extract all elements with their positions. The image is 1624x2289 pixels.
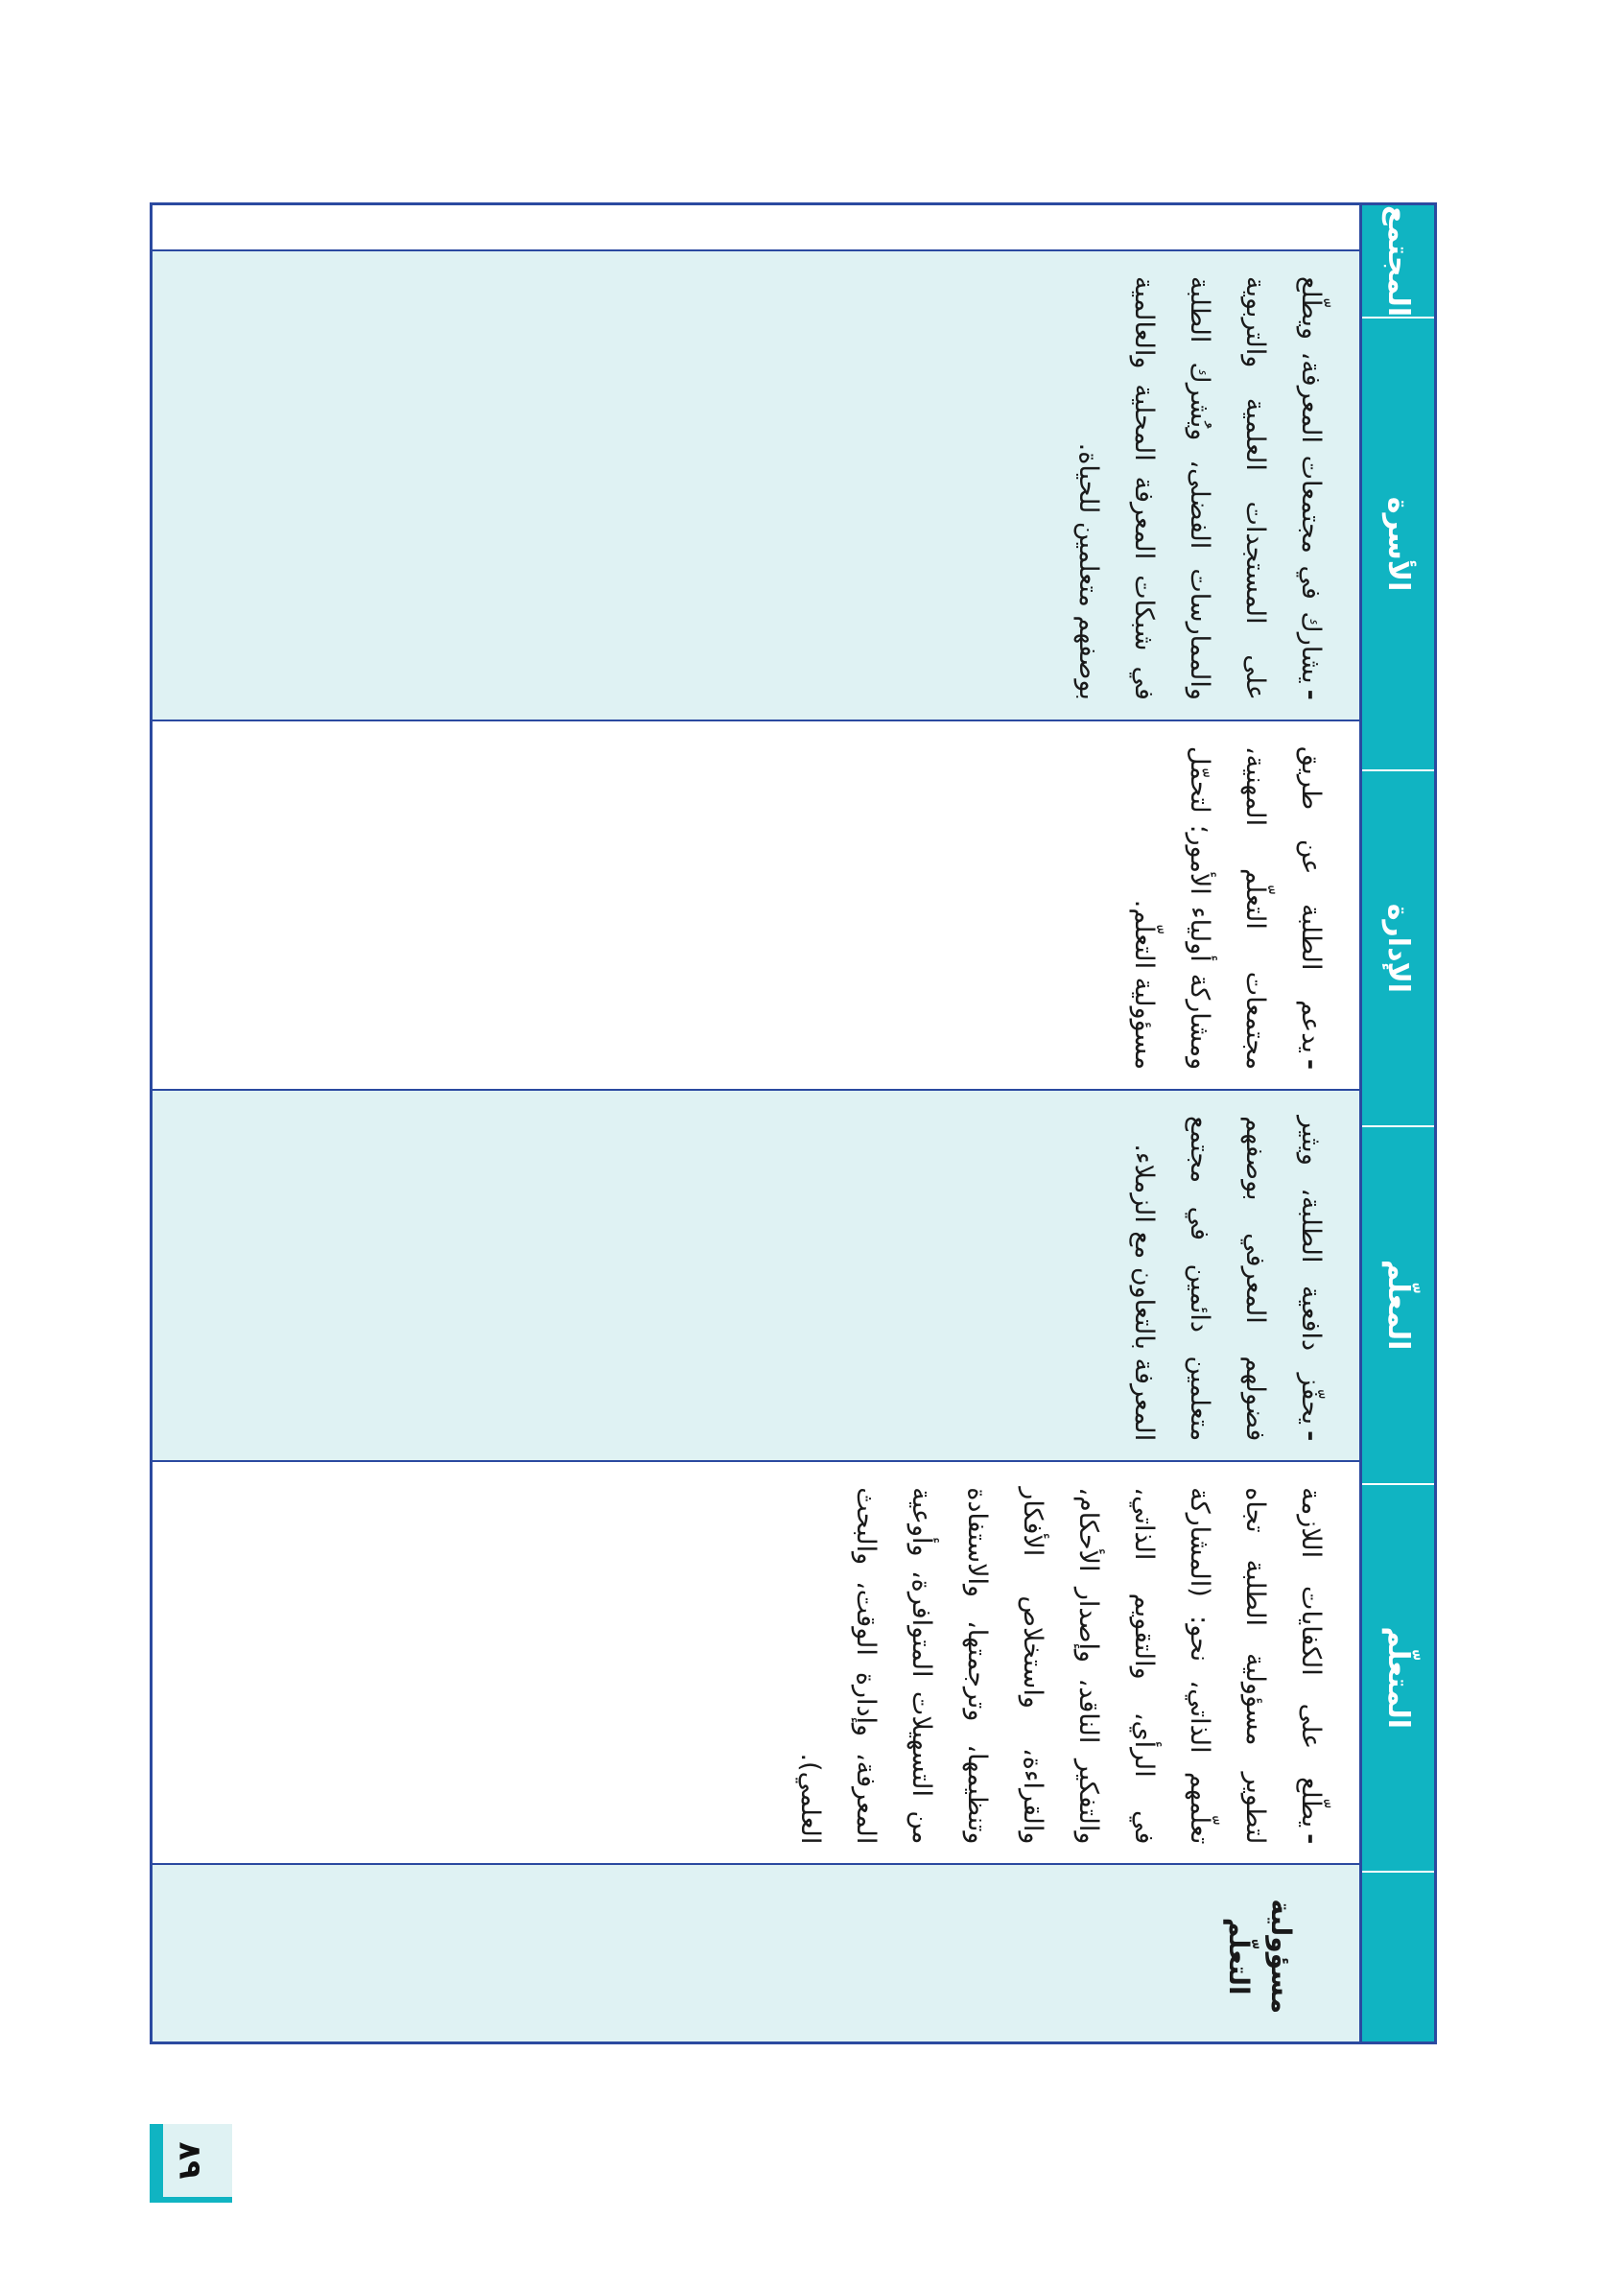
cell-community	[153, 205, 1359, 249]
cell-teacher-text: يحفّز دافعية الطلبة، ويثير فضولهم المعرفي بوصفهم متعلمين دائمين في مجتمع المعرفة بالتعاون مع الزملاء.	[1129, 1116, 1326, 1442]
header-corner-cell	[1362, 1871, 1434, 2041]
header-administration: الإدارة	[1362, 769, 1434, 1125]
bullet-dash: -	[1296, 689, 1326, 700]
page-number: ٨٩	[173, 2141, 209, 2180]
bullet-dash: -	[1296, 1833, 1326, 1845]
row-label-learning-responsibility: مسؤولية التعلّم	[153, 1863, 1359, 2041]
cell-administration-text: يدعم الطلبة عن طريق مجتمعات التعلّم المهنية، ومشاركة أولياء الأمور؛ لتحمّل مسؤولية التعلّم.	[1129, 745, 1326, 1071]
header-learner: المتعلّم	[1362, 1483, 1434, 1872]
header-family: الأسرة	[1362, 317, 1434, 769]
page-number-box	[150, 2124, 232, 2203]
rotated-table-stage	[150, 202, 1437, 2044]
cell-learner-text: يطّلع على الكفايات اللازمة لتطوير مسؤولية الطلبة تجاه تعلّمهم الذاتي، نحو: (المشاركة في الرأي، والتقويم الذاتي، والتفكير الناقد، وإصدار الأحكام، والقراءة، واستخلاص الأفكار وتنظيمها، وترجمتها، والاستفادة من التسهيلات المتوافرة، وأوعية المعرفة، وإدارة الوقت، والبحث العلمي).	[795, 1487, 1326, 1845]
header-community: المجتمع	[1381, 205, 1415, 318]
cell-teacher	[153, 1089, 1359, 1460]
header-teacher: المعلّم	[1362, 1125, 1434, 1483]
cell-administration	[153, 720, 1359, 1089]
table-row	[153, 205, 1359, 2041]
table-header-row	[1359, 205, 1434, 2041]
cell-learner	[153, 1460, 1359, 1863]
bullet-dash: -	[1296, 1058, 1326, 1071]
bullet-dash: -	[1296, 1430, 1326, 1442]
cell-family-text: يشارك في مجتمعات المعرفة، ويطّلع على المستجدات العلمية والتربوية والممارسات الفضلى، ويُشرك الطلبة في شبكات المعرفة المحلية والعالمية بوصفهم متعلمين للحياة.	[1073, 275, 1326, 700]
cell-family	[153, 249, 1359, 720]
responsibility-table	[150, 202, 1437, 2044]
